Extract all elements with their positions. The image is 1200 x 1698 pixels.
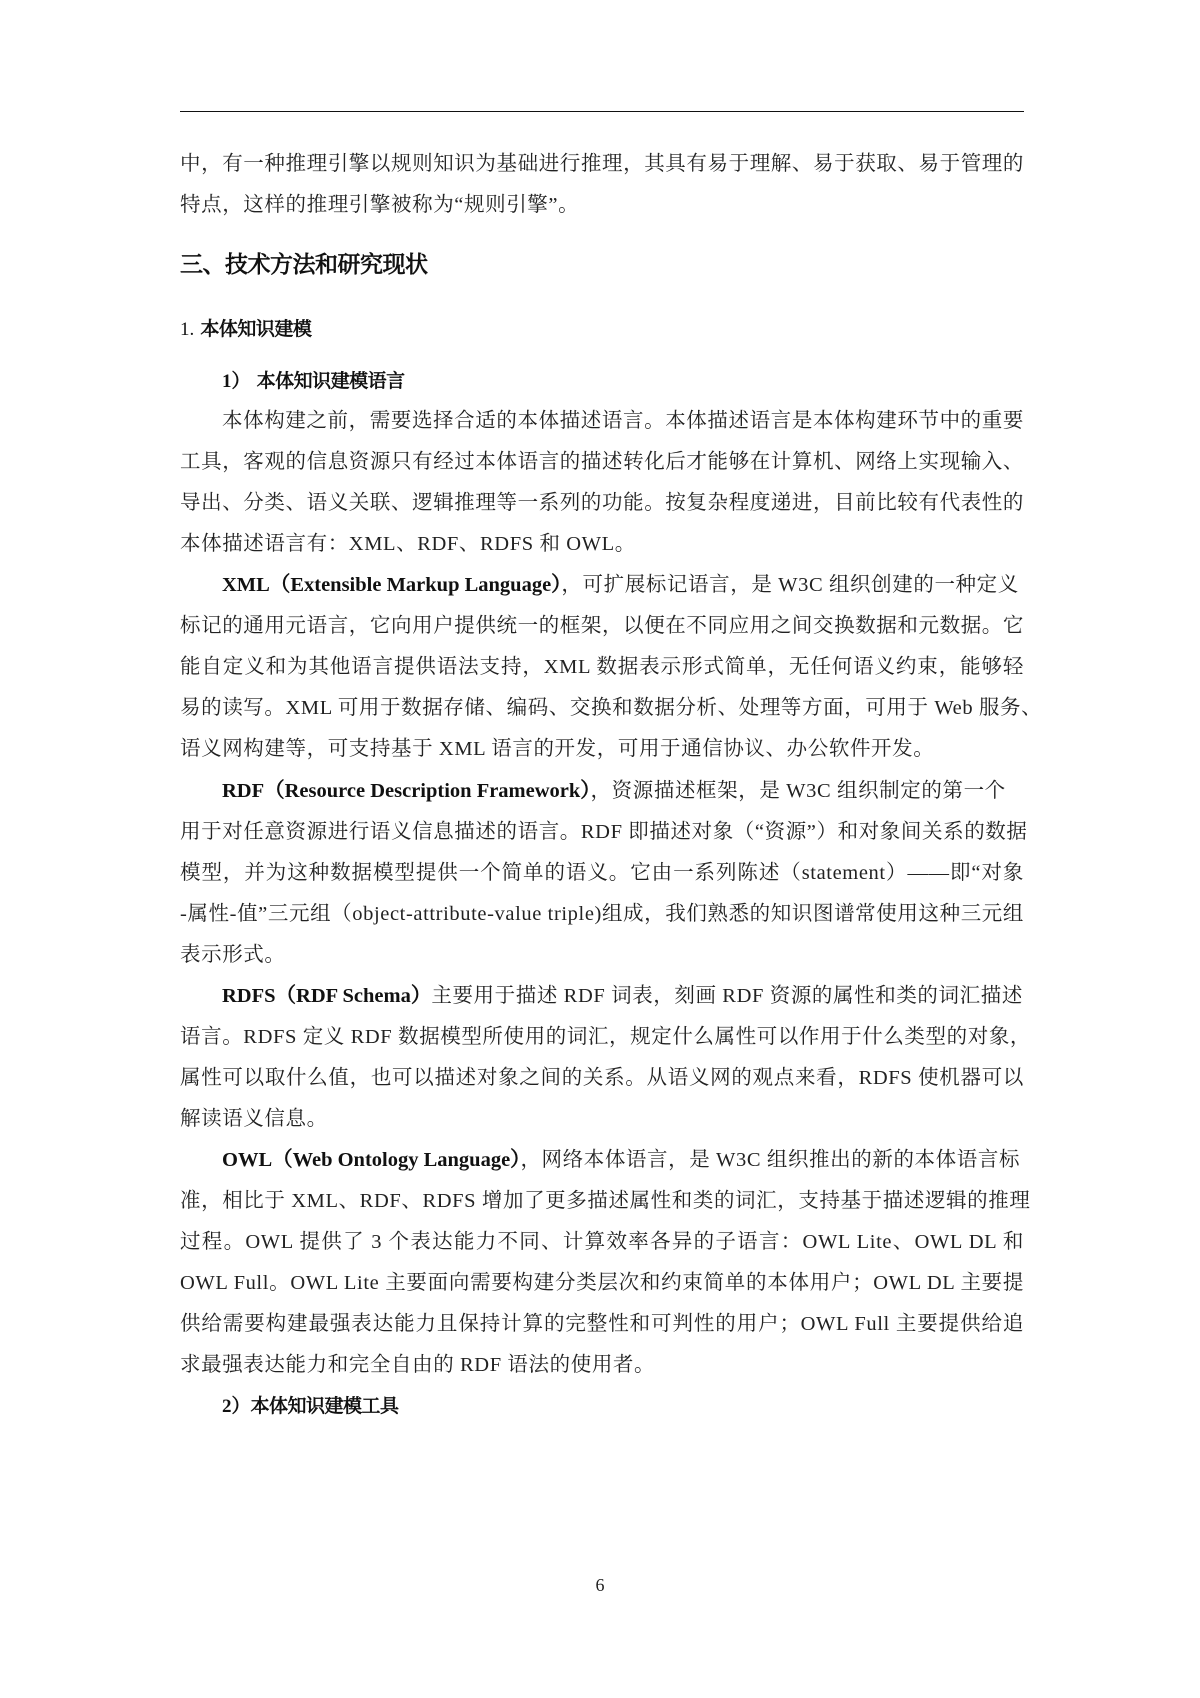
- page-number: 6: [595, 1575, 605, 1595]
- para-xml-line-5: 语义网构建等，可支持基于 XML 语言的开发，可用于通信协议、办公软件开发。: [180, 738, 935, 760]
- para-xml-line-1: [222, 571, 1019, 599]
- intro-line-2: 特点，这样的推理引擎被称为“规则引擎”。: [180, 194, 580, 216]
- para-xml-line-3: 能自定义和为其他语言提供语法支持，XML 数据表示形式简单，无任何语义约束，能够轻: [180, 656, 1024, 678]
- para-intro-line-1: 本体构建之前，需要选择合适的本体描述语言。本体描述语言是本体构建环节中的重要: [222, 410, 1024, 432]
- sub1-number: 1）: [222, 371, 251, 392]
- sub1-heading: [222, 367, 405, 396]
- rdfs-term: RDFS（RDF Schema）: [222, 985, 432, 1007]
- para-xml-line-4: 易的读写。XML 可用于数据存储、编码、交换和数据分析、处理等方面，可用于 Web 服务、: [180, 697, 1043, 719]
- para-xml-line-2: 标记的通用元语言，它向用户提供统一的框架，以便在不同应用之间交换数据和元数据。它: [180, 615, 1024, 637]
- sub2-number: 2）: [222, 1396, 251, 1417]
- para-owl-line-1: [222, 1146, 1020, 1174]
- para-rdfs-line-4: 解读语义信息。: [180, 1108, 328, 1130]
- subsection-number: 1.: [180, 319, 195, 340]
- header-rule: [180, 111, 1024, 112]
- para-owl-line-6: 求最强表达能力和完全自由的 RDF 语法的使用者。: [180, 1354, 656, 1376]
- para-rdf-line-4: -属性-值”三元组（object-attribute-value triple)组成，我们熟悉的知识图谱常使用这种三元组: [180, 903, 1024, 925]
- para-intro-line-4: 本体描述语言有：XML、RDF、RDFS 和 OWL。: [180, 533, 636, 555]
- sub1-title: 本体知识建模语言: [256, 370, 405, 392]
- para-owl-line-2: 准，相比于 XML、RDF、RDFS 增加了更多描述属性和类的词汇，支持基于描述逻辑的推理: [180, 1190, 1031, 1212]
- para-rdf-line-3: 模型，并为这种数据模型提供一个简单的语义。它由一系列陈述（statement）——即“对象: [180, 862, 1024, 884]
- para-rdfs-line-3: 属性可以取什么值，也可以描述对象之间的关系。从语义网的观点来看，RDFS 使机器可以: [180, 1067, 1024, 1089]
- section-heading: 三、技术方法和研究现状: [180, 252, 428, 278]
- sub2-heading: [222, 1392, 399, 1421]
- para-intro-line-3: 导出、分类、语义关联、逻辑推理等一系列的功能。按复杂程度递进，目前比较有代表性的: [180, 492, 1024, 514]
- xml-term: XML（Extensible Markup Language）: [222, 574, 562, 596]
- para-rdf-line-5: 表示形式。: [180, 944, 286, 966]
- para-owl-line-3: 过程。OWL 提供了 3 个表达能力不同、计算效率各异的子语言：OWL Lite、OWL DL 和: [180, 1231, 1024, 1253]
- owl-line-1-text: ，网络本体语言，是 W3C 组织推出的新的本体语言标: [520, 1149, 1021, 1171]
- intro-line-1: 中，有一种推理引擎以规则知识为基础进行推理，其具有易于理解、易于获取、易于管理的: [180, 153, 1024, 175]
- rdf-term: RDF（Resource Description Framework）: [222, 780, 591, 802]
- para-owl-line-4: OWL Full。OWL Lite 主要面向需要构建分类层次和约束简单的本体用户；OWL DL 主要提: [180, 1272, 1024, 1294]
- subsection-heading: [180, 315, 311, 344]
- sub2-title: 本体知识建模工具: [250, 1395, 399, 1417]
- para-rdfs-line-2: 语言。RDFS 定义 RDF 数据模型所使用的词汇，规定什么属性可以作用于什么类型的对象，: [180, 1026, 1032, 1048]
- para-rdfs-line-1: [222, 982, 1023, 1010]
- para-intro-line-2: 工具，客观的信息资源只有经过本体语言的描述转化后才能够在计算机、网络上实现输入、: [180, 451, 1024, 473]
- rdfs-line-1-text: 主要用于描述 RDF 词表，刻画 RDF 资源的属性和类的词汇描述: [431, 985, 1023, 1007]
- subsection-title: 本体知识建模: [200, 318, 312, 340]
- rdf-line-1-text: ，资源描述框架，是 W3C 组织制定的第一个: [590, 780, 1006, 802]
- para-rdf-line-1: [222, 777, 1006, 805]
- para-owl-line-5: 供给需要构建最强表达能力且保持计算的完整性和可判性的用户；OWL Full 主要提供给追: [180, 1313, 1024, 1335]
- para-rdf-line-2: 用于对任意资源进行语义信息描述的语言。RDF 即描述对象（“资源”）和对象间关系的数据: [180, 821, 1028, 843]
- owl-term: OWL（Web Ontology Language）: [222, 1149, 521, 1171]
- xml-line-1-text: ，可扩展标记语言，是 W3C 组织创建的一种定义: [561, 574, 1019, 596]
